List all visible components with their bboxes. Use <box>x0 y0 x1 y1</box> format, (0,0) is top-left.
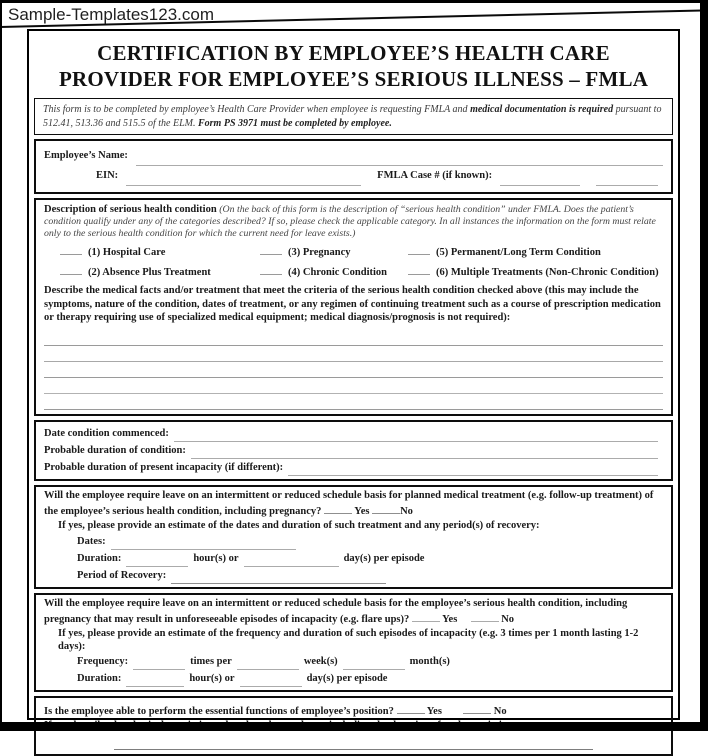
date-commenced-row <box>44 425 663 442</box>
condition-box <box>34 198 673 416</box>
category-2-checkbox[interactable] <box>60 263 82 275</box>
planned-dates-label: Dates: <box>77 535 106 547</box>
condition-heading <box>44 204 663 240</box>
episodic-hours-label: hour(s) or <box>189 672 235 684</box>
essential-yes-label: Yes <box>426 705 442 717</box>
category-permanent-long-term[interactable] <box>408 243 663 260</box>
date-commenced-field[interactable] <box>174 430 658 442</box>
duration-box <box>34 420 673 481</box>
category-6-label: (6) Multiple Treatments (Non-Chronic Condition) <box>436 267 659 278</box>
present-incapacity-label: Probable duration of present incapacity (if different): <box>44 461 284 473</box>
ruled-line[interactable] <box>44 394 663 410</box>
episodic-if-yes-text: If yes, please provide an estimate of the frequency and duration of such episodes of incapacity (e.g. 3 times per 1 month lasting 1-2 days): <box>58 627 639 652</box>
episodic-no-label: No <box>501 614 515 625</box>
instructions-bold-2: Form PS 3971 must be completed by employee. <box>198 117 392 129</box>
employee-name-label: Employee’s Name: <box>44 150 128 161</box>
category-2-label: (2) Absence Plus Treatment <box>88 267 211 278</box>
episodic-box <box>34 593 673 692</box>
essential-no-label: No <box>493 705 507 717</box>
scan-edge-top <box>0 0 708 3</box>
episodic-duration-row <box>77 670 663 687</box>
category-1-checkbox[interactable] <box>60 243 82 255</box>
episodic-yes-label: Yes <box>442 614 458 625</box>
ein-label: EIN: <box>96 170 119 181</box>
essential-question <box>44 702 663 719</box>
planned-recovery-row <box>77 567 663 584</box>
essential-restrictions-field[interactable] <box>114 737 593 750</box>
planned-dates-row <box>77 533 663 550</box>
planned-treatment-question-text: Will the employee require leave on an intermittent or reduced schedule basis for planned medical treatment (e.g. follow-up treatment) of the employee’s serious health condition, including pregnancy? <box>44 489 654 517</box>
category-4-checkbox[interactable] <box>260 263 282 275</box>
present-incapacity-field[interactable] <box>288 464 658 476</box>
ruled-line[interactable] <box>44 362 663 378</box>
category-1-label: (1) Hospital Care <box>88 247 166 258</box>
scan-edge-left <box>0 0 2 731</box>
episodic-times-field[interactable] <box>133 658 185 670</box>
episodic-days-label: day(s) per episode <box>306 672 388 684</box>
planned-yes-label: Yes <box>354 506 370 517</box>
episodic-duration-label: Duration: <box>77 672 122 684</box>
planned-no-label: No <box>400 506 413 517</box>
episodic-question-text: Will the employee require leave on an intermittent or reduced schedule basis for the employee’s serious health condition, including pregnancy that may result in unforeseeable episodes of incapacity (e.g. flare ups)? <box>44 597 628 625</box>
form-title-line1: CERTIFICATION BY EMPLOYEE’S HEALTH CARE <box>97 41 610 65</box>
episodic-months-field[interactable] <box>343 658 405 670</box>
planned-dates-field[interactable] <box>111 538 296 550</box>
category-5-label: (5) Permanent/Long Term Condition <box>436 247 601 258</box>
condition-category-grid <box>44 243 663 280</box>
episodic-months-label: month(s) <box>409 655 450 667</box>
planned-if-yes-text: If yes, please provide an estimate of the dates and duration of such treatment and any period(s) of recovery: <box>58 519 540 531</box>
episodic-no-checkbox[interactable] <box>471 610 499 622</box>
planned-duration-days-field[interactable] <box>244 555 339 567</box>
category-3-checkbox[interactable] <box>260 243 282 255</box>
employee-name-field[interactable] <box>136 154 663 166</box>
watermark-text: Sample-Templates123.com <box>8 5 214 24</box>
form-frame <box>27 29 680 720</box>
planned-duration-hours-field[interactable] <box>126 555 188 567</box>
planned-hours-label: hour(s) or <box>193 552 239 564</box>
planned-no-checkbox[interactable] <box>372 502 400 514</box>
category-hospital-care[interactable] <box>60 243 260 260</box>
episodic-frequency-label: Frequency: <box>77 655 129 667</box>
category-3-label: (3) Pregnancy <box>288 247 351 258</box>
form-title-line2: PROVIDER FOR EMPLOYEE’S SERIOUS ILLNESS – FMLA <box>58 67 649 91</box>
episodic-days-field[interactable] <box>240 675 302 687</box>
instructions-bold-1: medical documentation is required <box>470 104 614 115</box>
ruled-line[interactable] <box>44 330 663 346</box>
planned-recovery-label: Period of Recovery: <box>77 569 167 581</box>
essential-question-text: Is the employee able to perform the essential functions of employee’s position? <box>44 705 394 717</box>
scan-edge-right <box>700 0 708 731</box>
fmla-case-field-2[interactable] <box>596 174 658 186</box>
fmla-case-label: FMLA Case # (if known): <box>377 170 493 181</box>
employee-name-row <box>44 146 663 166</box>
episodic-weeks-label: week(s) <box>303 655 338 667</box>
episodic-yes-checkbox[interactable] <box>412 610 440 622</box>
ein-field[interactable] <box>126 174 361 186</box>
category-multiple-treatments[interactable] <box>408 263 663 280</box>
planned-duration-row <box>77 550 663 567</box>
planned-duration-label: Duration: <box>77 552 122 564</box>
form-title <box>35 40 672 92</box>
instructions-text-2: pursuant to 512.41, 513.36 and 515.5 of the ELM. <box>43 104 662 129</box>
probable-duration-field[interactable] <box>191 447 658 459</box>
episodic-hours-field[interactable] <box>126 675 184 687</box>
instructions-box <box>34 98 673 135</box>
ruled-line[interactable] <box>44 378 663 394</box>
planned-treatment-box <box>34 485 673 589</box>
scan-edge-bottom <box>0 722 708 731</box>
instructions-text-1: This form is to be completed by employee’s Health Care Provider when employee is requesting FMLA and <box>43 104 471 115</box>
category-4-label: (4) Chronic Condition <box>288 267 387 278</box>
category-6-checkbox[interactable] <box>408 263 430 275</box>
identity-box <box>34 139 673 194</box>
episodic-times-per-label: times per <box>190 655 232 667</box>
planned-yes-checkbox[interactable] <box>324 502 352 514</box>
essential-no-checkbox[interactable] <box>463 702 491 714</box>
date-commenced-label: Date condition commenced: <box>44 427 169 439</box>
describe-prompt: Describe the medical facts and/or treatment that meet the criteria of the serious health condition checked above (this may include the symptoms, nature of the condition, dates of treatment, or any regimen of continuing treatment such as a course of prescription medication or therapy requiring use of specialized medical equipment; medical diagnosis/prognosis is not required): <box>44 285 661 323</box>
ruled-line[interactable] <box>44 346 663 362</box>
fmla-case-field[interactable] <box>500 174 580 186</box>
category-chronic-condition[interactable] <box>260 263 408 280</box>
condition-heading-italic: (On the back of this form is the description of “serious health condition” under FMLA. Does the patient’s condition qualify under any of the categories described? If so, please check the applicable category. In all instances the information on the form must relate only to the serious health condition for which the current need for leave exists.) <box>44 204 656 239</box>
category-pregnancy[interactable] <box>260 243 408 260</box>
planned-treatment-question <box>44 489 663 519</box>
probable-duration-label: Probable duration of condition: <box>44 444 186 456</box>
episodic-frequency-row <box>77 653 663 670</box>
ein-row <box>44 166 663 186</box>
planned-days-label: day(s) per episode <box>343 552 425 564</box>
episodic-weeks-field[interactable] <box>237 658 299 670</box>
category-5-checkbox[interactable] <box>408 243 430 255</box>
describe-writing-area[interactable] <box>44 330 663 410</box>
category-absence-plus-treatment[interactable] <box>60 263 260 280</box>
condition-heading-bold: Description of serious health condition <box>44 204 220 215</box>
essential-yes-checkbox[interactable] <box>397 702 425 714</box>
present-incapacity-row <box>44 459 663 476</box>
planned-recovery-field[interactable] <box>171 572 386 584</box>
episodic-question <box>44 597 663 627</box>
probable-duration-row <box>44 442 663 459</box>
